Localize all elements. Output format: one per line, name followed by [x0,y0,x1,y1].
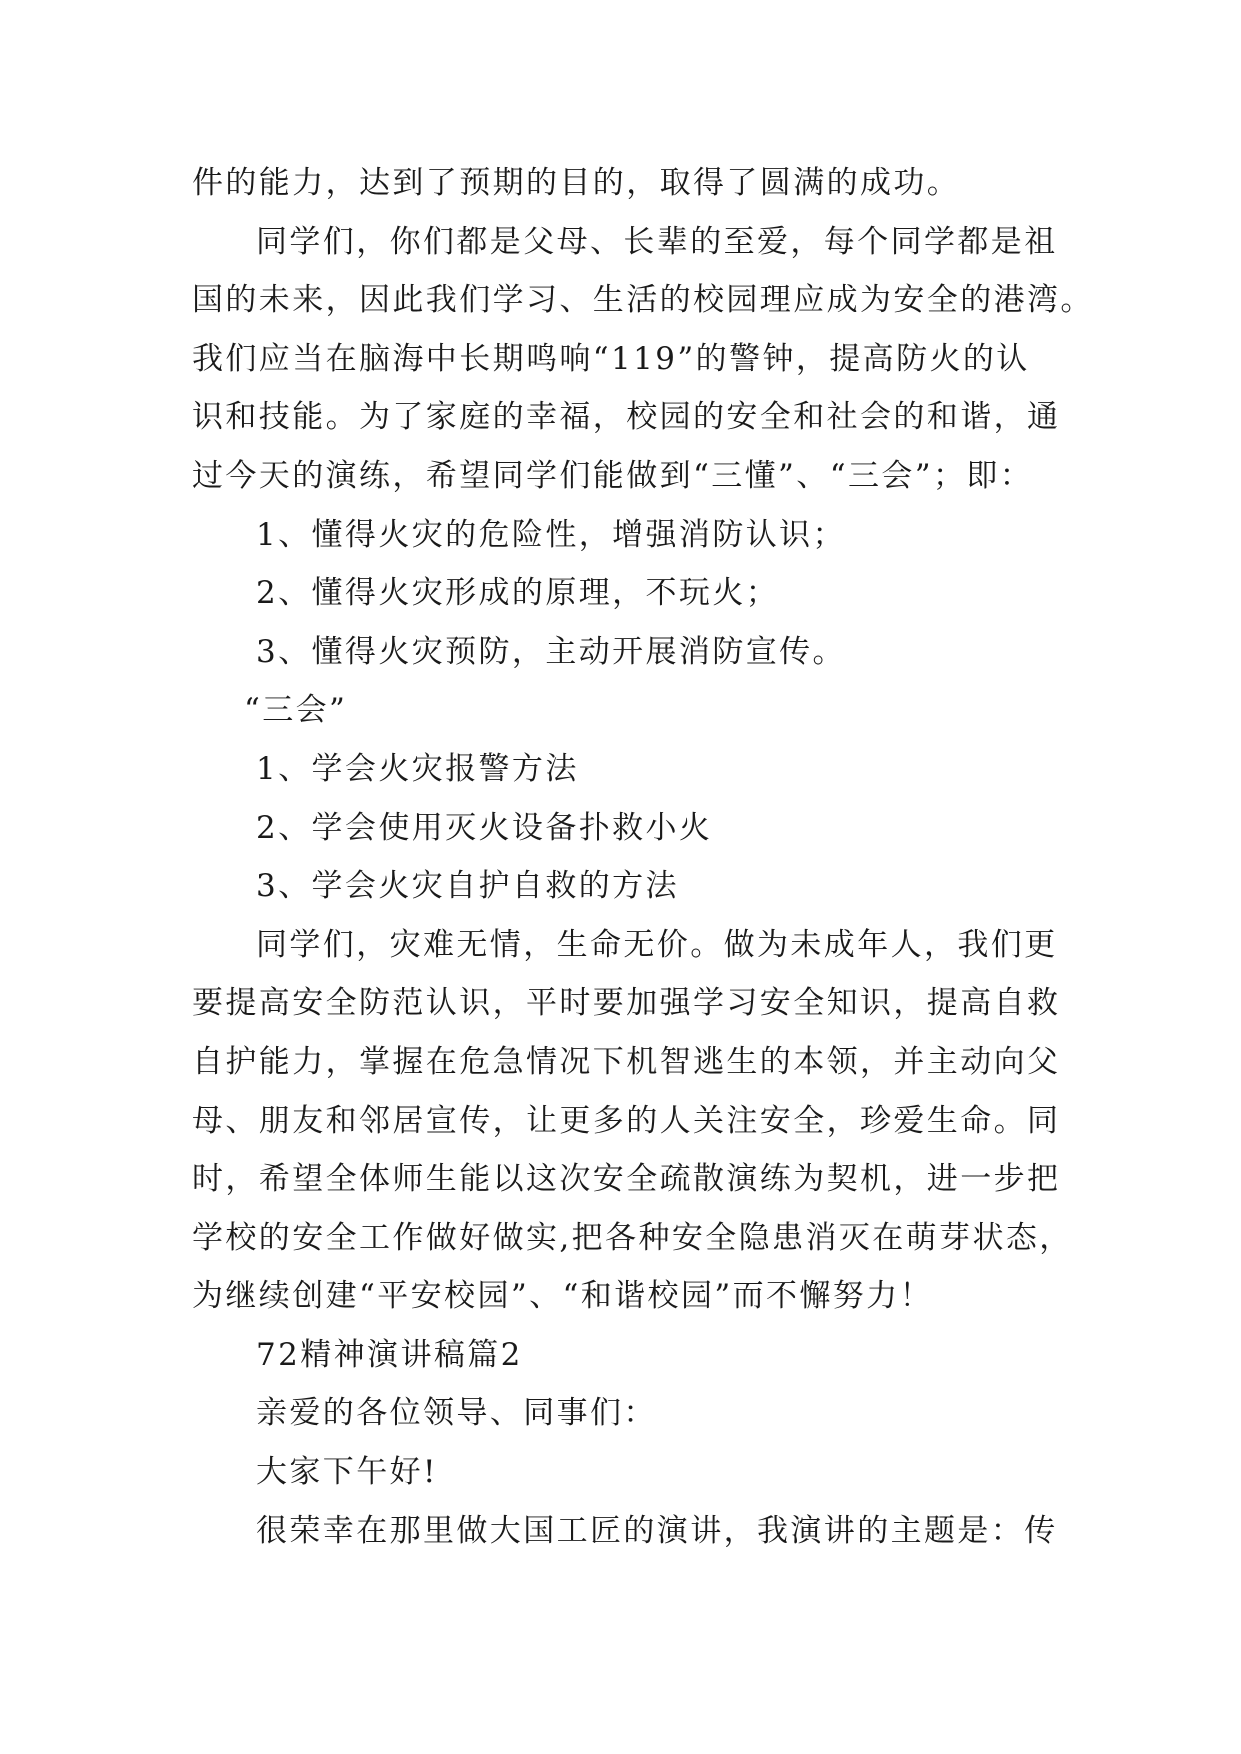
list-item: 3、学会火灾自护自救的方法 [256,868,679,905]
list-item: 2、学会使用灭火设备扑救小火 [256,809,713,846]
paragraph-line: 国的未来，因此我们学习、生活的校园理应成为安全的港湾。 [192,282,1094,319]
list-item: 1、懂得火灾的危险性，增强消防认识； [256,516,846,553]
list-item: 3、懂得火灾预防，主动开展消防宣传。 [256,633,846,670]
paragraph-line: 我们应当在脑海中长期鸣响“119”的警钟，提高防火的认 [192,340,1030,377]
list-item: 2、懂得火灾形成的原理，不玩火； [256,575,780,612]
paragraph-line: 识和技能。为了家庭的幸福，校园的安全和社会的和谐，通 [192,399,1061,436]
greeting: 大家下午好! [256,1454,438,1491]
paragraph-line: 很荣幸在那里做大国工匠的演讲，我演讲的主题是：传 [256,1512,1058,1549]
paragraph-line: 学校的安全工作做好做实,把各种安全隐患消灭在萌芽状态， [192,1219,1073,1256]
paragraph-line: 为继续创建“平安校园”、“和谐校园”而不懈努力！ [192,1278,933,1315]
paragraph-line: 件的能力，达到了预期的目的，取得了圆满的成功。 [192,165,961,201]
paragraph-line: 过今天的演练，希望同学们能做到“三懂”、“三会”；即： [192,457,1034,494]
paragraph-line: 同学们，灾难无情，生命无价。做为未成年人，我们更 [256,926,1058,963]
paragraph-line: 自护能力，掌握在危急情况下机智逃生的本领，并主动向父 [192,1043,1061,1080]
document-body [192,154,1094,1560]
article-title: 72精神演讲稿篇2 [256,1336,523,1373]
list-item: 1、学会火灾报警方法 [256,750,579,787]
paragraph-line: 时，希望全体师生能以这次安全疏散演练为契机，进一步把 [192,1161,1061,1198]
paragraph-line: 同学们，你们都是父母、长辈的至爱，每个同学都是祖 [256,223,1058,260]
paragraph-line: 要提高安全防范认识，平时要加强学习安全知识，提高自救 [192,985,1061,1022]
salutation: 亲爱的各位领导、同事们： [256,1395,657,1432]
paragraph-line: 母、朋友和邻居宣传，让更多的人关注安全，珍爱生命。同 [192,1102,1061,1139]
section-heading: “三会” [244,692,348,729]
